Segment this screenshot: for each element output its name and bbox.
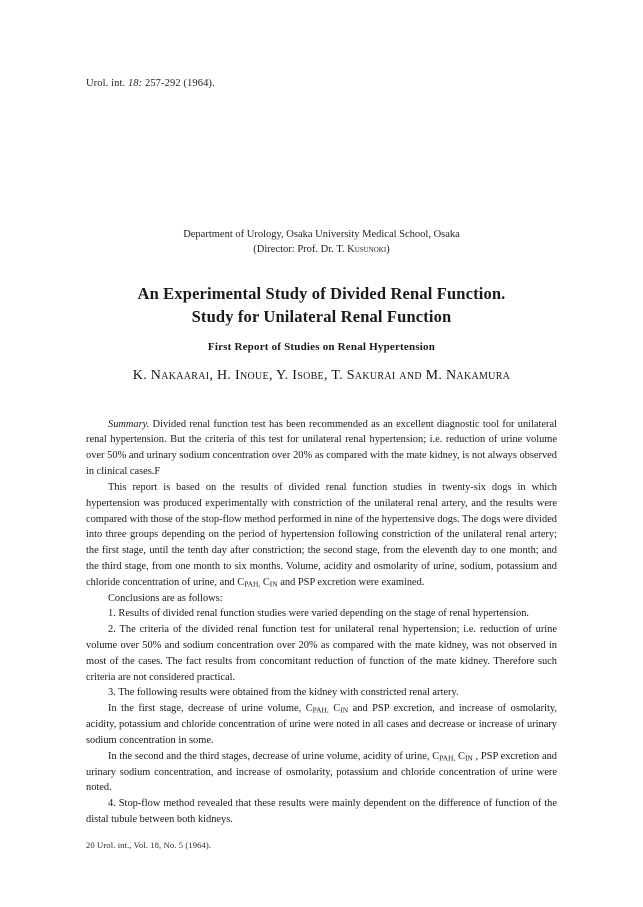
- abstract-paragraph-first-stage: [86, 701, 557, 748]
- abstract-paragraph-conclusion-3: 3. The following results were obtained from the kidney with constricted renal artery.: [108, 687, 459, 699]
- affiliation-block: [86, 227, 557, 257]
- page-subtitle: First Report of Studies on Renal Hypertension: [207, 340, 436, 353]
- pah-subscript: PAH,: [439, 753, 456, 763]
- author-list: K. Nakaarai, H. Inoue, Y. Isobe, T. Sakurai and M. Nakamura: [132, 367, 511, 383]
- paragraph-2-text-b: and PSP excretion were examined.: [277, 576, 425, 588]
- page-title: [86, 283, 557, 327]
- affiliation-director: [86, 242, 557, 257]
- page-footer: 20 Urol. int., Vol. 18, No. 5 (1964).: [86, 840, 212, 850]
- in-subscript: IN: [464, 753, 473, 763]
- c-in-symbol: [333, 703, 348, 714]
- c-symbol: C: [262, 576, 270, 588]
- c-symbol: C: [237, 576, 245, 588]
- c-in-symbol: [263, 577, 278, 588]
- c-symbol: C: [305, 703, 313, 715]
- abstract-paragraph-conclusion-1: 1. Results of divided renal function studies were varied depending on the stage of renal hypertension.: [108, 608, 529, 620]
- journal-volume: 18:: [127, 78, 143, 89]
- c-pah-symbol: [306, 703, 329, 714]
- first-stage-text-b: and PSP excretion, and increase of osmolarity, acidity, potassium and chloride concentration of urine were noted in all cases and decrease or increase of urinary sodium concentration in some.: [86, 703, 558, 746]
- abstract-paragraph-conclusion-4: 4. Stop-flow method revealed that these results were mainly dependent on the difference of function of the distal tubule between both kidneys.: [86, 798, 557, 825]
- second-third-stage-text-b: , PSP excretion and urinary sodium concentration, and increase of osmolarity, potassium and chloride concentration of urine were noted.: [86, 750, 557, 794]
- c-pah-symbol: [432, 751, 455, 762]
- affiliation-department: Department of Urology, Osaka University Medical School, Osaka: [183, 229, 460, 240]
- abstract-body: [86, 417, 557, 828]
- abstract-paragraph-conclusions-lead: Conclusions are as follows:: [108, 592, 223, 604]
- director-prefix: (Director: Prof. Dr. T.: [253, 244, 348, 256]
- summary-label: Summary.: [108, 418, 150, 430]
- journal-pages: 257-292: [144, 78, 181, 89]
- second-third-stage-text-a: In the second and the third stages, decrease of urine volume, acidity of urine,: [108, 750, 433, 762]
- in-subscript: IN: [340, 705, 349, 715]
- journal-name: Urol. int.: [86, 78, 126, 89]
- director-name: Kusunoki: [347, 244, 387, 256]
- c-symbol: C: [432, 750, 440, 762]
- c-in-symbol: [458, 751, 473, 762]
- journal-citation: [86, 78, 557, 89]
- first-stage-text-a: In the first stage, decrease of urine volume,: [108, 703, 306, 715]
- summary-text: Divided renal function test has been recommended as an excellent diagnostic tool for unilateral renal hypertension. But the criteria of this test for unilateral renal hypertension; i.e. reduction of urine volume over 50% and urinary sodium concentration over 20% as compared with the mate kidney, is not always observed in clinical cases.F: [86, 418, 557, 478]
- c-pah-symbol: [237, 577, 260, 588]
- journal-year: (1964).: [183, 78, 215, 89]
- c-symbol: C: [333, 703, 341, 715]
- title-line-2: Study for Unilateral Renal Function: [191, 306, 452, 326]
- director-suffix: ): [386, 244, 390, 256]
- abstract-paragraph-summary: [86, 417, 557, 480]
- pah-subscript: PAH,: [312, 705, 329, 715]
- title-line-1: An Experimental Study of Divided Renal Function.: [137, 284, 506, 304]
- paragraph-2-text-a: This report is based on the results of divided renal function studies in twenty-six dogs in which hypertension was produced experimentally with constriction of the unilateral renal artery, and the results were compared with those of the stop-flow method performed in nine of the hypertensive dogs. The dogs were divided into three groups depending on the period of hypertension following constriction of the unilateral renal artery; the first stage, until the tenth day after constriction; the second stage, from the eleventh day to one month; and the third stage, from one month to six months. Volume, acidity and osmolarity of urine, sodium, potassium and chloride concentration of urine, and: [86, 481, 557, 588]
- abstract-paragraph-2: [86, 480, 557, 591]
- c-symbol: C: [458, 750, 465, 762]
- abstract-paragraph-second-third-stage: [86, 749, 557, 796]
- in-subscript: IN: [269, 579, 278, 589]
- abstract-paragraph-conclusion-2: 2. The criteria of the divided renal function test for unilateral renal hypertension; i.e. reduction of urine volume over 50% and sodium concentration over 20% as compared with the mate kidney, was not observed in most of the cases. The fact results from concomitant reduction of function of the mate kidney. Therefore such criteria are not considered practical.: [86, 624, 557, 683]
- pah-subscript: PAH,: [244, 579, 261, 589]
